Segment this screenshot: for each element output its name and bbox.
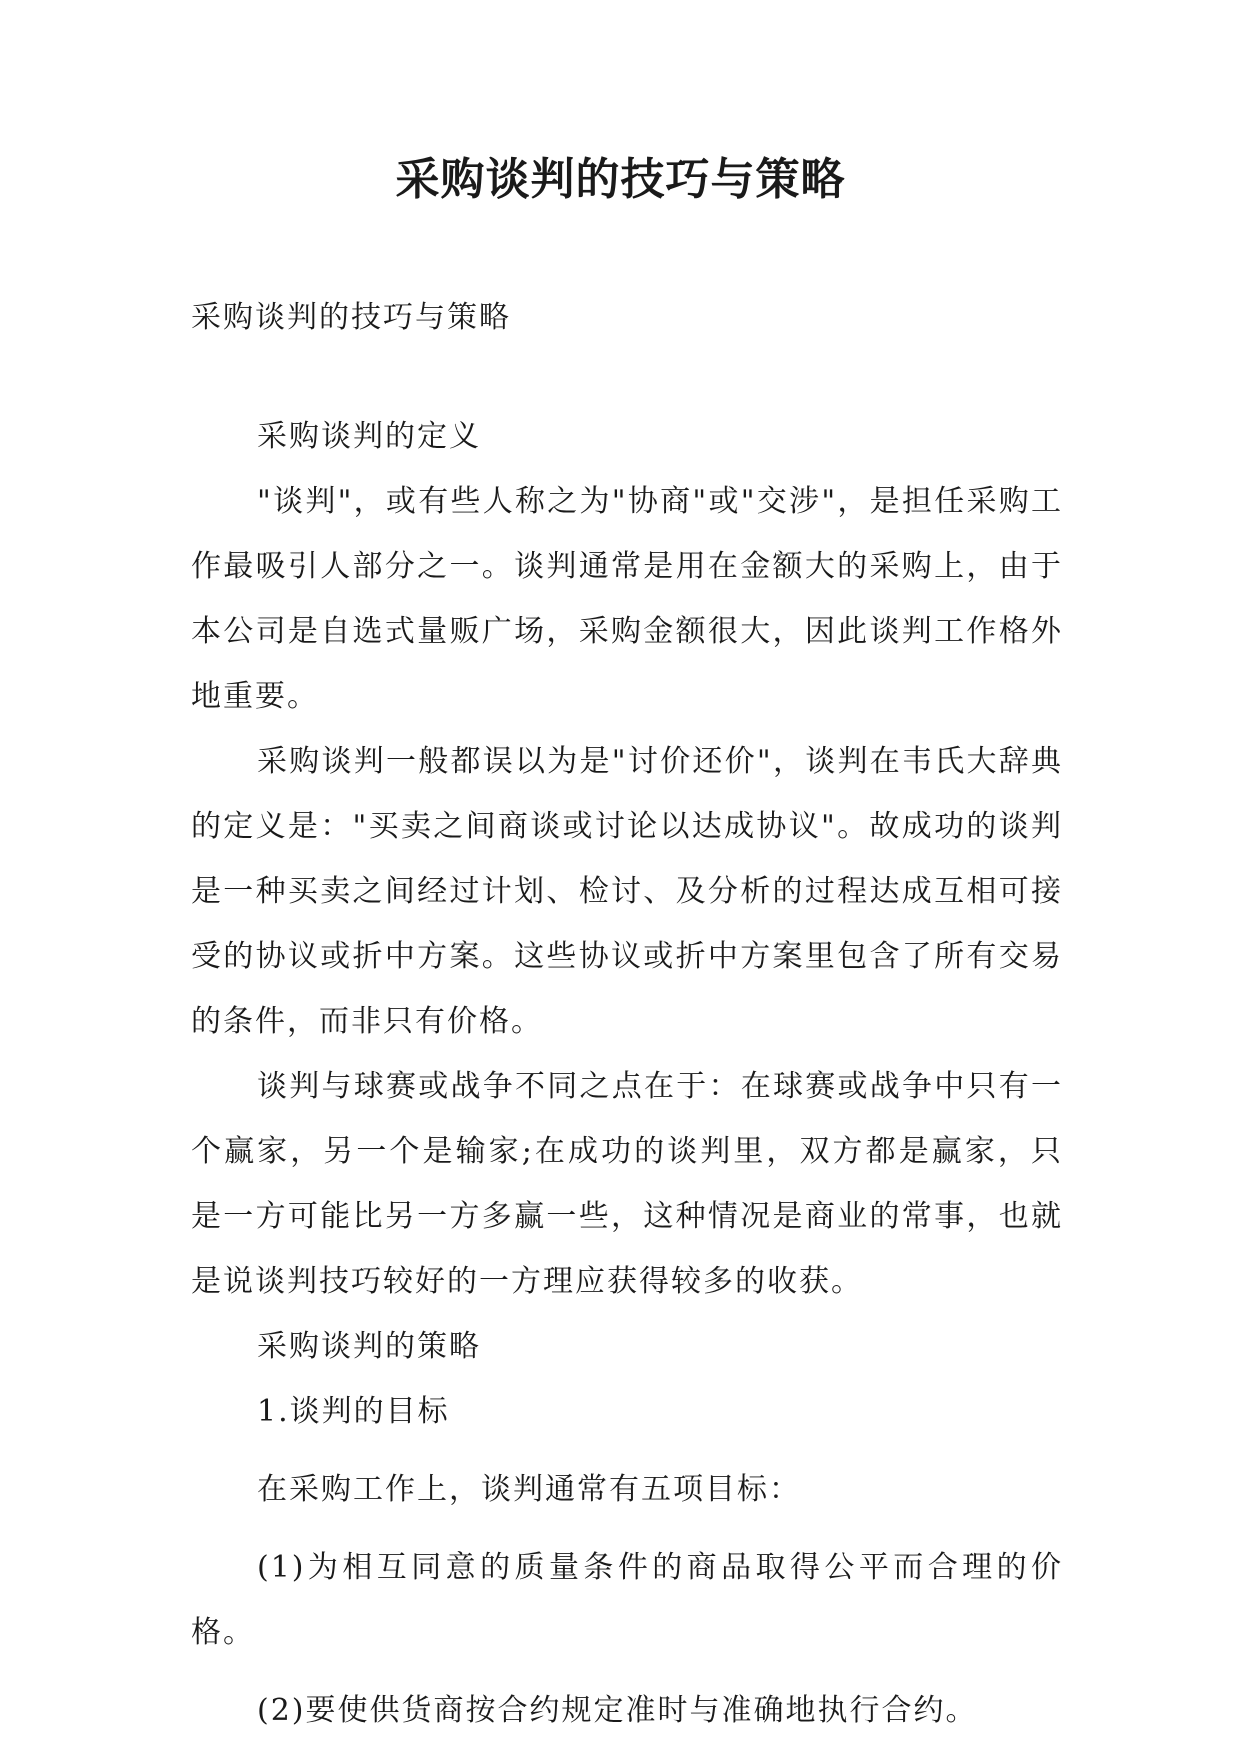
heading-goals: 1.谈判的目标: [257, 1394, 450, 1429]
paragraph-negotiation-definition: 采购谈判一般都误以为是"讨价还价"，谈判在韦氏大辞典的定义是："买卖之间商谈或讨论以达成协议"。故成功的谈判是一种买卖之间经过计划、检讨、及分析的过程达成互相可接受的协议或折中方案。这些协议或折中方案里包含了所有交易的条件，而非只有价格。: [191, 744, 1063, 1039]
page-title: 采购谈判的技巧与策略: [395, 154, 846, 205]
document-body: [191, 404, 1063, 1743]
paragraph-negotiation-intro: "谈判"，或有些人称之为"协商"或"交涉"，是担任采购工作最吸引人部分之一。谈判通常是用在金额大的采购上，由于本公司是自选式量贩广场，采购金额很大，因此谈判工作格外地重要。: [191, 484, 1063, 714]
heading-definition: 采购谈判的定义: [257, 419, 481, 454]
list-item-goal-2: (2)要使供货商按合约规定准时与准确地执行合约。: [257, 1693, 978, 1728]
heading-strategy: 采购谈判的策略: [257, 1329, 481, 1364]
list-item-goal-1: (1)为相互同意的质量条件的商品取得公平而合理的价格。: [191, 1550, 1063, 1650]
paragraph-goals-intro: 在采购工作上，谈判通常有五项目标：: [257, 1472, 801, 1507]
paragraph-negotiation-winners: 谈判与球赛或战争不同之点在于：在球赛或战争中只有一个赢家，另一个是输家;在成功的谈判里，双方都是赢家，只是一方可能比另一方多赢一些，这种情况是商业的常事，也就是说谈判技巧较好的一方理应获得较多的收获。: [191, 1069, 1063, 1299]
document-subtitle: 采购谈判的技巧与策略: [191, 300, 511, 335]
